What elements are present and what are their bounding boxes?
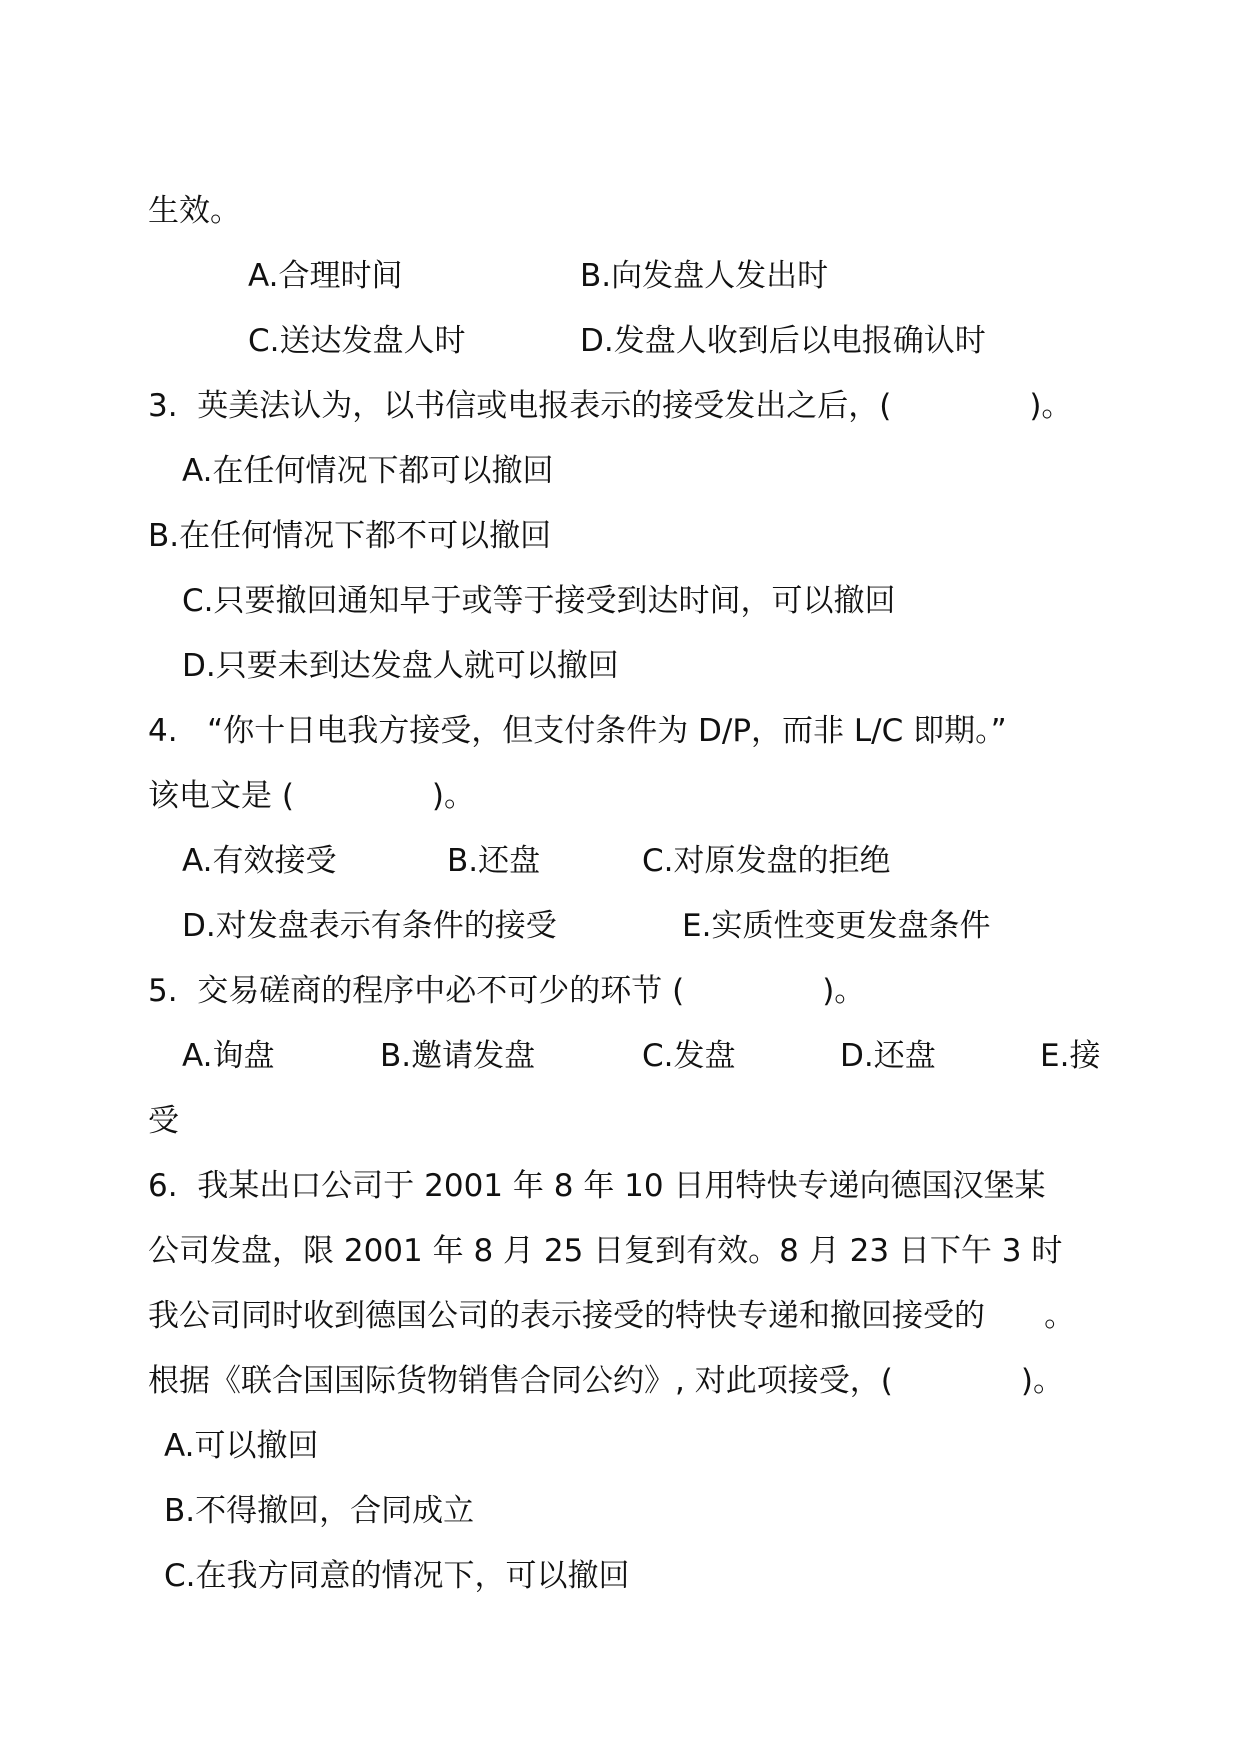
- q4-option-c: C.对原发盘的拒绝: [642, 843, 891, 879]
- q5-option-a: A.询盘: [182, 1038, 275, 1074]
- q2-option-a: A.合理时间: [248, 258, 403, 294]
- q6-question-cont-3: 根据《联合国国际货物销售合同公约》, 对此项接受，( )。: [148, 1363, 1064, 1399]
- q3-option-c: C.只要撤回通知早于或等于接受到达时间，可以撤回: [182, 583, 896, 619]
- q4-option-d: D.对发盘表示有条件的接受: [182, 908, 557, 944]
- q5-question: 5. 交易磋商的程序中必不可少的环节 ( )。: [148, 973, 866, 1009]
- q4-question: 4. “你十日电我方接受，但支付条件为 D/P，而非 L/C 即期。”: [148, 713, 1007, 749]
- q6-question-cont-1: 公司发盘，限 2001 年 8 月 25 日复到有效。8 月 23 日下午 3 时: [148, 1233, 1063, 1269]
- q3-option-b: B.在任何情况下都不可以撤回: [148, 518, 552, 554]
- q6-option-a: A.可以撤回: [164, 1428, 319, 1464]
- q5-option-c: C.发盘: [642, 1038, 736, 1074]
- q4-question-cont: 该电文是 ( )。: [148, 778, 475, 814]
- q2-option-c: C.送达发盘人时: [248, 323, 466, 359]
- text-line-continuation: 生效。: [148, 193, 241, 229]
- q4-option-b: B.还盘: [447, 843, 541, 879]
- q6-option-c: C.在我方同意的情况下，可以撤回: [164, 1558, 630, 1594]
- q5-option-e: E.接: [1040, 1038, 1101, 1074]
- q5-option-e-cont: 受: [148, 1103, 179, 1139]
- q5-option-b: B.邀请发盘: [380, 1038, 536, 1074]
- q2-option-d: D.发盘人收到后以电报确认时: [580, 323, 986, 359]
- q2-option-b: B.向发盘人发出时: [580, 258, 829, 294]
- q3-option-d: D.只要未到达发盘人就可以撤回: [182, 648, 619, 684]
- q6-question-cont-2: 我公司同时收到德国公司的表示接受的特快专递和撤回接受的 。: [148, 1298, 1076, 1334]
- q4-option-e: E.实质性变更发盘条件: [682, 908, 991, 944]
- q3-option-a: A.在任何情况下都可以撤回: [182, 453, 554, 489]
- q5-option-d: D.还盘: [840, 1038, 936, 1074]
- q3-question: 3. 英美法认为，以书信或电报表示的接受发出之后，( )。: [148, 388, 1073, 424]
- q6-question: 6. 我某出口公司于 2001 年 8 年 10 日用特快专递向德国汉堡某: [148, 1168, 1046, 1204]
- q4-option-a: A.有效接受: [182, 843, 337, 879]
- q6-option-b: B.不得撤回，合同成立: [164, 1493, 475, 1529]
